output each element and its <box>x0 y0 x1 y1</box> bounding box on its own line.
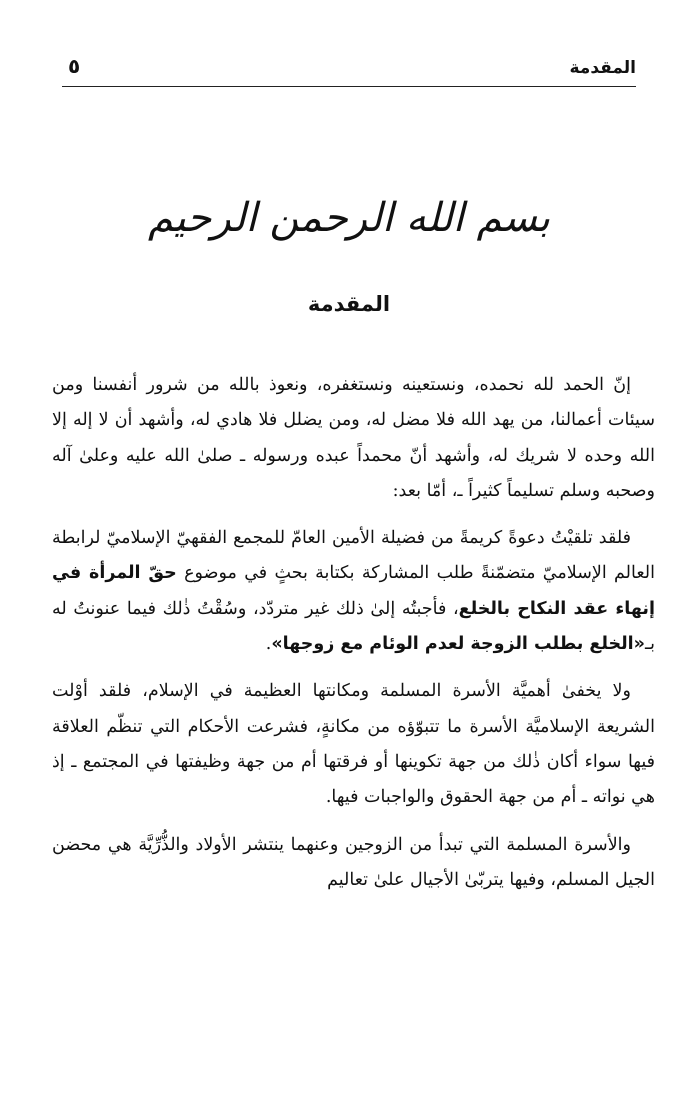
paragraph-3: ولا يخفىٰ أهميَّة الأسرة المسلمة ومكانتها العظيمة في الإسلام، فلقد أوْلت الشريعة الإسلاميَّة الأسرة ما تتبوّؤه من مكانةٍ، فشرعت الأحكام التي تنظّم العلاقة فيها سواء أكان ذٰلك من جهة تكوينها أو فرقتها أم من جهة وظيفتها في المجتمع ـ إذ هي نواته ـ أم من جهة الحقوق والواجبات فيها. <box>52 681 655 808</box>
section-title: المقدمة <box>307 292 391 316</box>
body-text <box>52 368 655 910</box>
paragraph-2-bold-2: «الخلع بطلب الزوجة لعدم الوئام مع زوجها» <box>271 634 645 655</box>
basmala-calligraphy: بسم الله الرحمن الرحيم <box>147 195 551 241</box>
paragraph-1: إنّ الحمد لله نحمده، ونستعينه ونستغفره، ونعوذ بالله من شرور أنفسنا ومن سيئات أعمالنا، من يهد الله فلا مضل له، ومن يضلل فلا هادي له، وأشهد أن لا إله إلا الله وحده لا شريك له، وأشهد أنّ محمداً عبده ورسوله ـ صلىٰ الله عليه وعلىٰ آله وصحبه وسلم تسليماً كثيراً ـ، أمّا بعد: <box>52 375 655 501</box>
paragraph-2-text-3: . <box>265 634 272 655</box>
paragraph-2 <box>52 521 655 662</box>
paragraph-2-bold-1: حقّ المرأة في إنهاء عقد النكاح بالخلع <box>52 563 655 619</box>
page-number: ٥ <box>68 54 81 78</box>
page-header <box>62 52 636 84</box>
running-title: المقدمة <box>569 58 636 78</box>
paragraph-2-text-2: ، فأجبتُه إلىٰ ذلك غير متردّد، وسُقْتُ ذٰلك فيما عنونتُ له بـ <box>52 598 655 655</box>
paragraph-4: والأسرة المسلمة التي تبدأ من الزوجين وعنهما ينتشر الأولاد والذُّرِّيَّة هي محضن الجيل المسلم، وفيها يتربّىٰ الأجيال علىٰ تعاليم <box>52 834 655 890</box>
header-divider <box>62 86 636 87</box>
paragraph-2-text-1: فلقد تلقيْتُ دعوةً كريمةً من فضيلة الأمين العامّ للمجمع الفقهيّ الإسلاميّ لرابطة العالم الإسلاميّ متضمّنةً طلب المشاركة بكتابة بحثٍ في موضوع <box>52 528 655 584</box>
